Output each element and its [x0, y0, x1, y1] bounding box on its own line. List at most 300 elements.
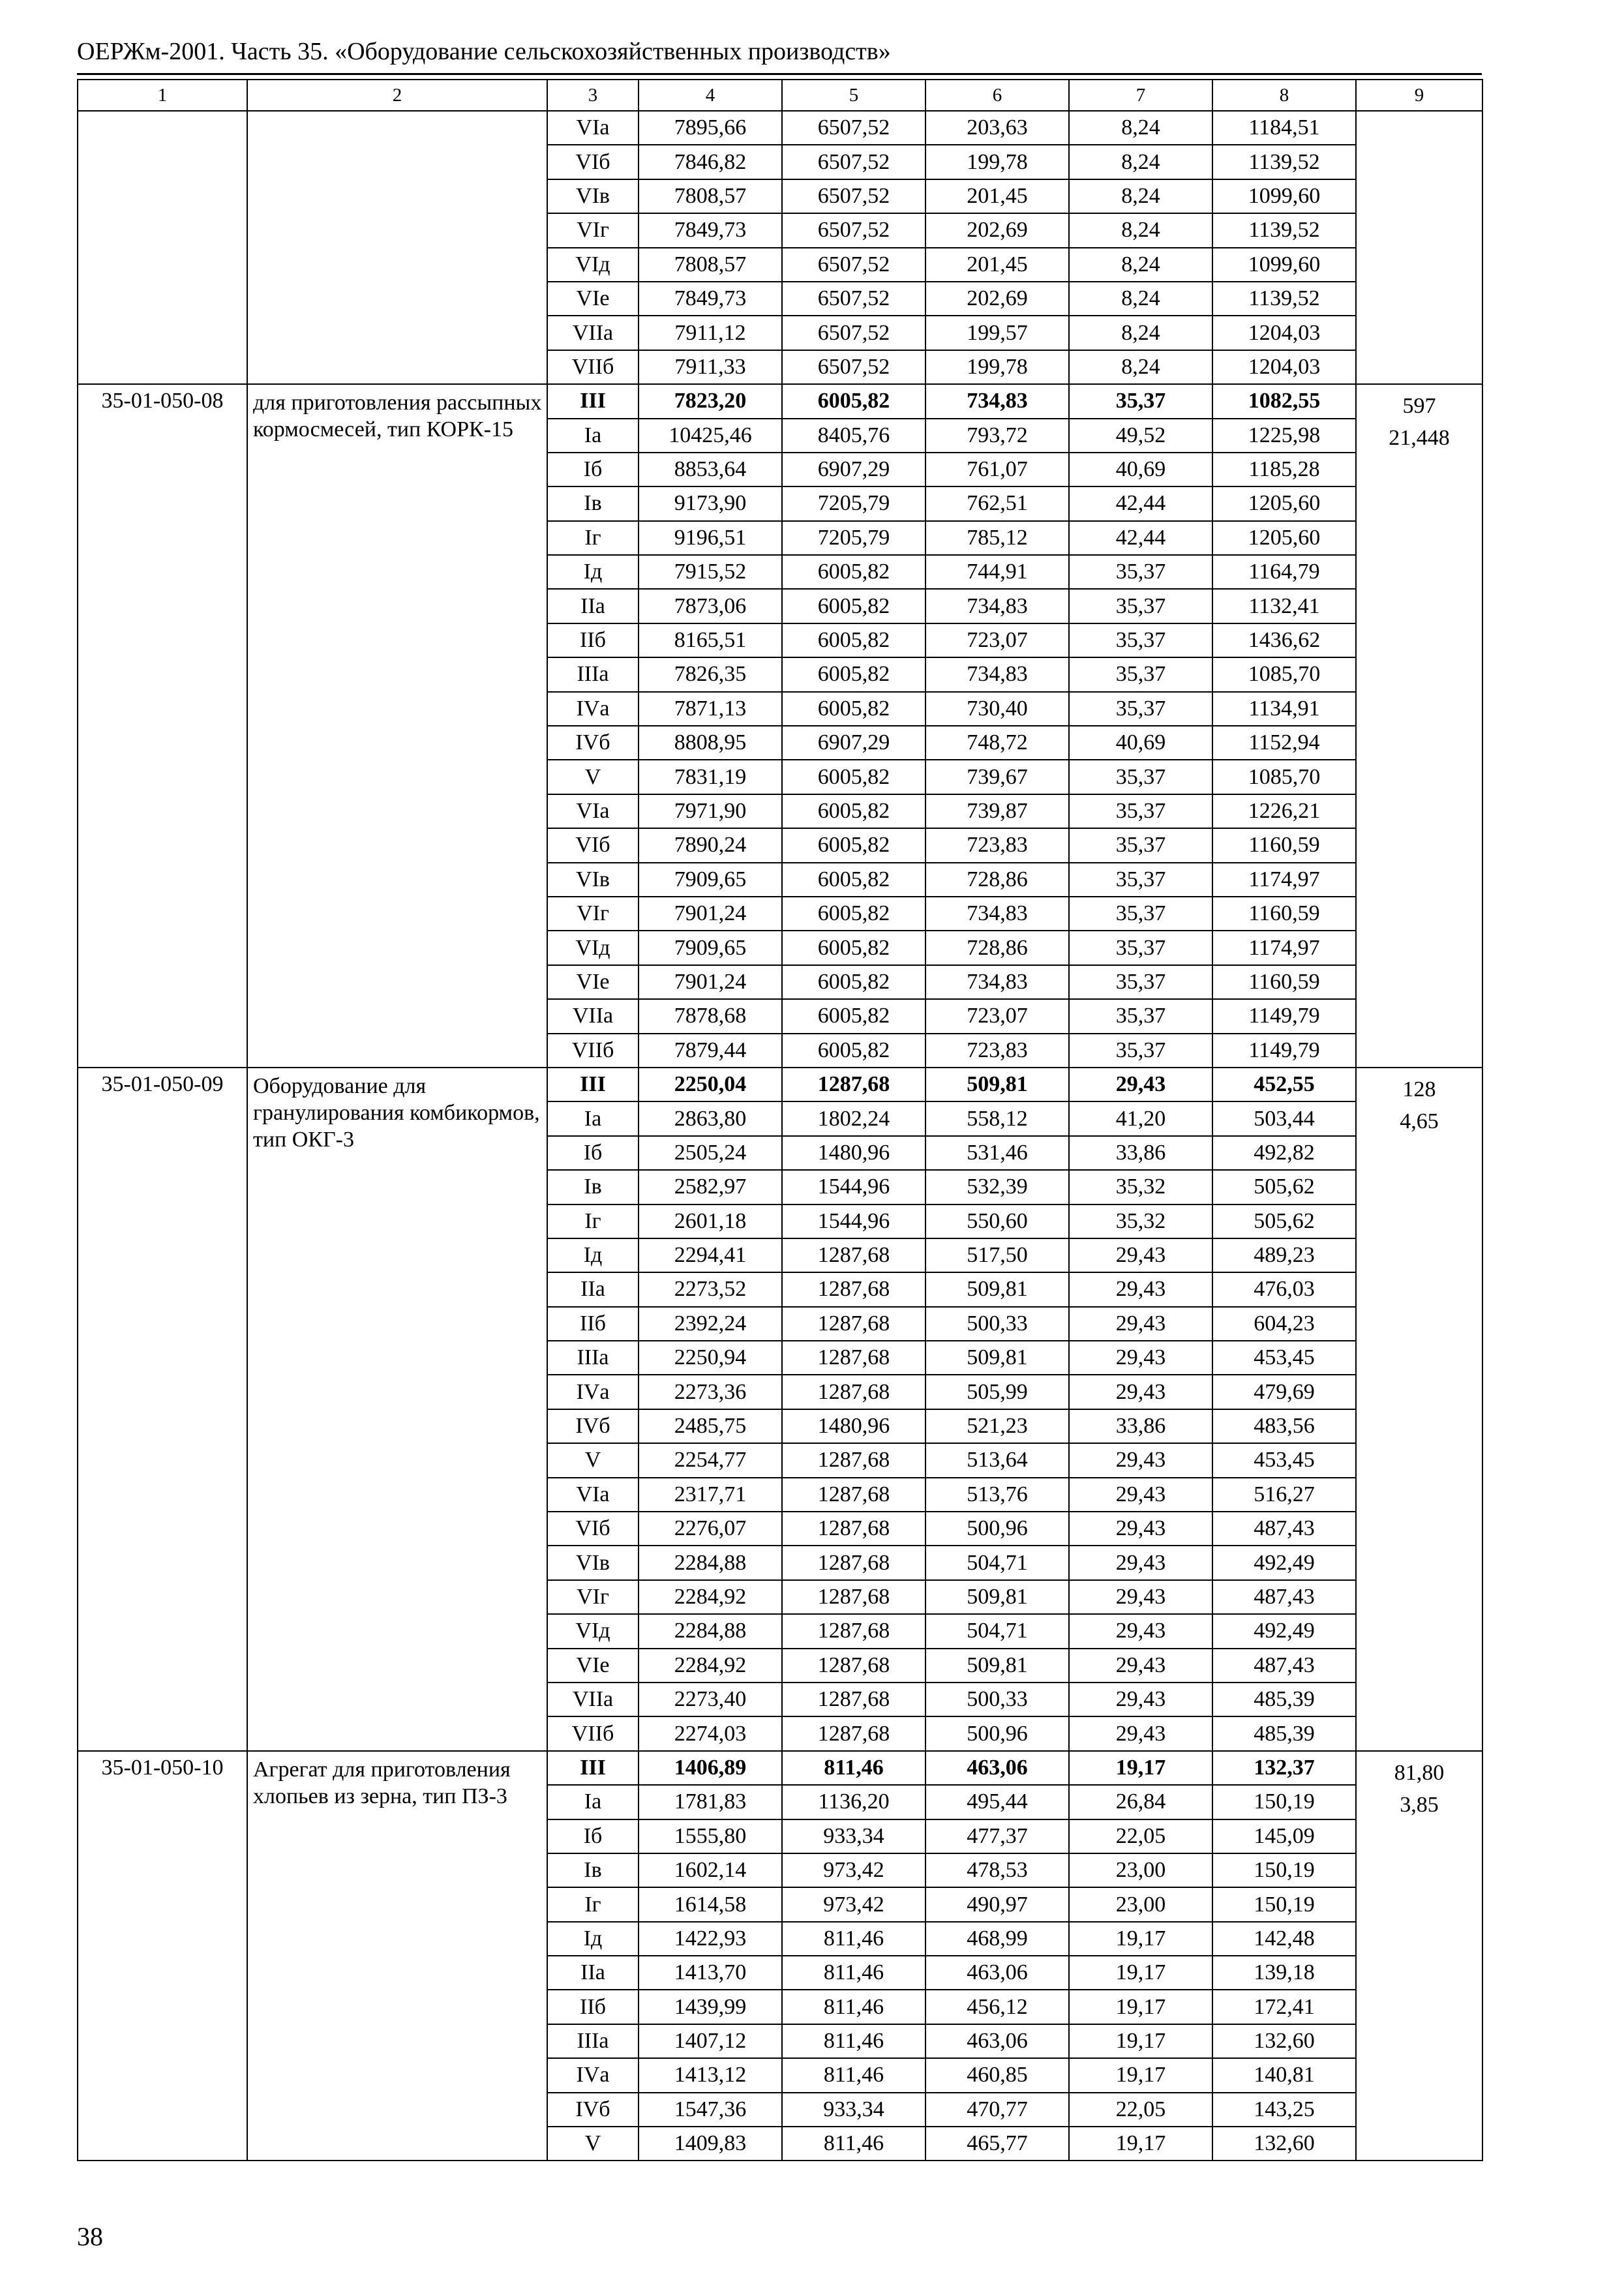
value-cell-col5: 933,34 — [782, 1819, 925, 1853]
value-cell-col5: 1287,68 — [782, 1546, 925, 1579]
value-cell-col6: 513,64 — [925, 1443, 1069, 1477]
value-cell-col5: 8405,76 — [782, 419, 925, 453]
value-cell-col6: 199,78 — [925, 350, 1069, 384]
value-cell-col6: 723,83 — [925, 1034, 1069, 1068]
value-cell-col6: 500,33 — [925, 1683, 1069, 1716]
value-cell-col4: 2273,52 — [639, 1272, 782, 1306]
value-cell-col5: 6907,29 — [782, 453, 925, 486]
category-cell: VIе — [547, 1649, 639, 1683]
value-cell-col7: 29,43 — [1069, 1375, 1212, 1409]
category-cell: Iа — [547, 1785, 639, 1819]
category-cell: IIа — [547, 589, 639, 623]
category-cell: IIб — [547, 623, 639, 657]
value-cell-col6: 203,63 — [925, 111, 1069, 145]
value-cell-col7: 33,86 — [1069, 1136, 1212, 1170]
item-code: 35-01-050-10 — [78, 1751, 247, 2161]
value-cell-col7: 29,43 — [1069, 1307, 1212, 1341]
page-header: ОЕРЖм-2001. Часть 35. «Оборудование сельскохозяйственных производств» — [77, 38, 891, 65]
value-cell-col6: 199,78 — [925, 145, 1069, 179]
value-cell-col8: 1226,21 — [1212, 794, 1356, 828]
value-cell-col8: 453,45 — [1212, 1443, 1356, 1477]
value-cell-col8: 150,19 — [1212, 1887, 1356, 1921]
value-cell-col5: 6907,29 — [782, 726, 925, 760]
value-cell-col8: 150,19 — [1212, 1785, 1356, 1819]
value-cell-col7: 35,37 — [1069, 1034, 1212, 1068]
value-cell-col7: 33,86 — [1069, 1409, 1212, 1443]
value-cell-col4: 1602,14 — [639, 1853, 782, 1887]
value-cell-col4: 10425,46 — [639, 419, 782, 453]
category-cell: IIа — [547, 1272, 639, 1306]
value-cell-col5: 6005,82 — [782, 931, 925, 965]
table-row-base — [78, 1068, 1482, 1101]
value-cell-col7: 35,37 — [1069, 623, 1212, 657]
value-cell-col4: 7871,13 — [639, 692, 782, 726]
value-cell-col4: 7879,44 — [639, 1034, 782, 1068]
value-cell-col6: 734,83 — [925, 589, 1069, 623]
value-cell-col5: 973,42 — [782, 1887, 925, 1921]
value-cell-col6: 509,81 — [925, 1341, 1069, 1375]
category-cell: Iа — [547, 419, 639, 453]
value-cell-col8: 1132,41 — [1212, 589, 1356, 623]
value-cell-col7: 41,20 — [1069, 1101, 1212, 1135]
value-cell-col6: 793,72 — [925, 419, 1069, 453]
value-cell-col6: 762,51 — [925, 486, 1069, 520]
value-cell-col5: 6005,82 — [782, 623, 925, 657]
category-cell: Iб — [547, 1136, 639, 1170]
value-cell-col8: 1149,79 — [1212, 999, 1356, 1033]
value-cell-col5: 1287,68 — [782, 1272, 925, 1306]
value-cell-col7: 29,43 — [1069, 1649, 1212, 1683]
value-cell-col7: 29,43 — [1069, 1716, 1212, 1750]
table-row — [78, 111, 1482, 145]
value-cell-col5: 933,34 — [782, 2093, 925, 2127]
value-cell-col7: 29,43 — [1069, 1238, 1212, 1272]
value-cell-col7: 8,24 — [1069, 350, 1212, 384]
value-cell-col7: 35,32 — [1069, 1204, 1212, 1238]
value-cell-col6: 478,53 — [925, 1853, 1069, 1887]
value-cell-col4: 7895,66 — [639, 111, 782, 145]
column-number-5: 5 — [782, 80, 925, 111]
value-cell-col7: 35,37 — [1069, 794, 1212, 828]
col9-value: 81,80 — [1394, 1760, 1445, 1785]
category-cell: IIб — [547, 1307, 639, 1341]
category-cell: VIб — [547, 145, 639, 179]
column-number-3: 3 — [547, 80, 639, 111]
value-cell-col5: 1287,68 — [782, 1716, 925, 1750]
value-cell-col8: 1099,60 — [1212, 248, 1356, 282]
value-cell-col5: 1287,68 — [782, 1512, 925, 1546]
value-cell-col8: 132,60 — [1212, 2127, 1356, 2161]
value-cell-col6: 202,69 — [925, 282, 1069, 316]
value-cell-col5: 1287,68 — [782, 1443, 925, 1477]
value-cell-col4: 7823,20 — [639, 384, 782, 418]
value-cell-col6: 465,77 — [925, 2127, 1069, 2161]
value-cell-col5: 6005,82 — [782, 999, 925, 1033]
category-cell: III — [547, 1068, 639, 1101]
value-cell-col5: 1480,96 — [782, 1136, 925, 1170]
value-cell-col4: 7911,33 — [639, 350, 782, 384]
category-cell: Iв — [547, 486, 639, 520]
category-cell: VIIа — [547, 316, 639, 350]
value-cell-col4: 7831,19 — [639, 760, 782, 794]
value-cell-col5: 1287,68 — [782, 1307, 925, 1341]
value-cell-col4: 2284,92 — [639, 1649, 782, 1683]
category-cell: VIIб — [547, 350, 639, 384]
value-cell-col5: 811,46 — [782, 1956, 925, 1990]
category-cell: V — [547, 1443, 639, 1477]
category-cell: VIа — [547, 1478, 639, 1512]
category-cell: Iд — [547, 1922, 639, 1956]
value-cell-col7: 22,05 — [1069, 2093, 1212, 2127]
value-cell-col8: 1204,03 — [1212, 316, 1356, 350]
category-cell: Iд — [547, 1238, 639, 1272]
category-cell: VIб — [547, 828, 639, 862]
value-cell-col4: 2505,24 — [639, 1136, 782, 1170]
value-cell-col4: 2317,71 — [639, 1478, 782, 1512]
value-cell-col4: 2284,88 — [639, 1546, 782, 1579]
category-cell: VIв — [547, 863, 639, 897]
value-cell-col7: 26,84 — [1069, 1785, 1212, 1819]
value-cell-col7: 35,37 — [1069, 828, 1212, 862]
value-cell-col4: 1439,99 — [639, 1990, 782, 2024]
value-cell-col8: 1139,52 — [1212, 282, 1356, 316]
value-cell-col6: 201,45 — [925, 179, 1069, 213]
value-cell-col8: 1152,94 — [1212, 726, 1356, 760]
value-cell-col6: 739,87 — [925, 794, 1069, 828]
value-cell-col7: 23,00 — [1069, 1853, 1212, 1887]
value-cell-col4: 2273,40 — [639, 1683, 782, 1716]
value-cell-col4: 2294,41 — [639, 1238, 782, 1272]
value-cell-col4: 1547,36 — [639, 2093, 782, 2127]
value-cell-col5: 6507,52 — [782, 350, 925, 384]
value-cell-col4: 2250,04 — [639, 1068, 782, 1101]
value-cell-col6: 509,81 — [925, 1068, 1069, 1101]
value-cell-col5: 6005,82 — [782, 589, 925, 623]
value-cell-col8: 1160,59 — [1212, 965, 1356, 999]
value-cell-col8: 1082,55 — [1212, 384, 1356, 418]
value-cell-col7: 29,43 — [1069, 1683, 1212, 1716]
category-cell: VIб — [547, 1512, 639, 1546]
category-cell: Iг — [547, 1204, 639, 1238]
value-cell-col4: 7878,68 — [639, 999, 782, 1033]
value-cell-col7: 42,44 — [1069, 486, 1212, 520]
column-number-8: 8 — [1212, 80, 1356, 111]
value-cell-col4: 9196,51 — [639, 521, 782, 555]
value-cell-col6: 734,83 — [925, 897, 1069, 931]
value-cell-col5: 6507,52 — [782, 145, 925, 179]
value-cell-col8: 452,55 — [1212, 1068, 1356, 1101]
value-cell-col8: 485,39 — [1212, 1716, 1356, 1750]
value-cell-col8: 487,43 — [1212, 1649, 1356, 1683]
value-cell-col8: 1205,60 — [1212, 486, 1356, 520]
value-cell-col6: 500,33 — [925, 1307, 1069, 1341]
value-cell-col6: 785,12 — [925, 521, 1069, 555]
value-cell-col8: 516,27 — [1212, 1478, 1356, 1512]
category-cell: IVа — [547, 1375, 639, 1409]
value-cell-col6: 728,86 — [925, 931, 1069, 965]
value-cell-col8: 139,18 — [1212, 1956, 1356, 1990]
value-cell-col6: 517,50 — [925, 1238, 1069, 1272]
value-cell-col7: 35,37 — [1069, 760, 1212, 794]
value-cell-col7: 35,32 — [1069, 1170, 1212, 1204]
value-cell-col4: 9173,90 — [639, 486, 782, 520]
value-cell-col6: 521,23 — [925, 1409, 1069, 1443]
value-cell-col8: 1139,52 — [1212, 213, 1356, 247]
value-cell-col7: 19,17 — [1069, 1922, 1212, 1956]
value-cell-col6: 456,12 — [925, 1990, 1069, 2024]
value-cell-col7: 29,43 — [1069, 1614, 1212, 1648]
value-cell-col4: 7901,24 — [639, 897, 782, 931]
category-cell: VIг — [547, 1580, 639, 1614]
value-cell-col7: 40,69 — [1069, 726, 1212, 760]
value-cell-col4: 2274,03 — [639, 1716, 782, 1750]
value-cell-col4: 8165,51 — [639, 623, 782, 657]
category-cell: Iв — [547, 1853, 639, 1887]
value-cell-col6: 531,46 — [925, 1136, 1069, 1170]
value-cell-col7: 29,43 — [1069, 1512, 1212, 1546]
category-cell: Iд — [547, 555, 639, 589]
value-cell-col8: 1436,62 — [1212, 623, 1356, 657]
col9-cell — [1356, 384, 1482, 1068]
value-cell-col5: 6005,82 — [782, 863, 925, 897]
value-cell-col7: 35,37 — [1069, 965, 1212, 999]
value-cell-col8: 145,09 — [1212, 1819, 1356, 1853]
value-cell-col5: 6507,52 — [782, 111, 925, 145]
value-cell-col4: 1614,58 — [639, 1887, 782, 1921]
value-cell-col7: 8,24 — [1069, 111, 1212, 145]
value-cell-col8: 487,43 — [1212, 1512, 1356, 1546]
value-cell-col7: 23,00 — [1069, 1887, 1212, 1921]
category-cell: III — [547, 1751, 639, 1785]
value-cell-col5: 973,42 — [782, 1853, 925, 1887]
category-cell: III — [547, 384, 639, 418]
value-cell-col4: 1413,12 — [639, 2058, 782, 2092]
value-cell-col7: 19,17 — [1069, 2127, 1212, 2161]
value-cell-col6: 500,96 — [925, 1512, 1069, 1546]
column-number-7: 7 — [1069, 80, 1212, 111]
value-cell-col5: 1287,68 — [782, 1238, 925, 1272]
value-cell-col8: 505,62 — [1212, 1170, 1356, 1204]
value-cell-col4: 2250,94 — [639, 1341, 782, 1375]
item-description: Оборудование для гранулирования комбикормов, тип ОКГ-3 — [247, 1068, 547, 1751]
value-cell-col4: 7808,57 — [639, 248, 782, 282]
value-cell-col7: 29,43 — [1069, 1341, 1212, 1375]
col9-value: 128 — [1402, 1077, 1436, 1101]
value-cell-col4: 2863,80 — [639, 1101, 782, 1135]
value-cell-col6: 513,76 — [925, 1478, 1069, 1512]
value-cell-col4: 1422,93 — [639, 1922, 782, 1956]
value-cell-col5: 1287,68 — [782, 1683, 925, 1716]
category-cell: Iв — [547, 1170, 639, 1204]
column-number-row — [78, 80, 1482, 111]
value-cell-col5: 6507,52 — [782, 316, 925, 350]
category-cell: IIб — [547, 1990, 639, 2024]
item-code: 35-01-050-09 — [78, 1068, 247, 1751]
value-cell-col8: 489,23 — [1212, 1238, 1356, 1272]
value-cell-col8: 172,41 — [1212, 1990, 1356, 2024]
value-cell-col7: 35,37 — [1069, 863, 1212, 897]
value-cell-col8: 1184,51 — [1212, 111, 1356, 145]
value-cell-col6: 550,60 — [925, 1204, 1069, 1238]
value-cell-col5: 811,46 — [782, 2058, 925, 2092]
value-cell-col6: 505,99 — [925, 1375, 1069, 1409]
value-cell-col5: 6005,82 — [782, 965, 925, 999]
category-cell: IIа — [547, 1956, 639, 1990]
value-cell-col6: 500,96 — [925, 1716, 1069, 1750]
value-cell-col7: 8,24 — [1069, 145, 1212, 179]
value-cell-col6: 723,07 — [925, 623, 1069, 657]
value-cell-col4: 7890,24 — [639, 828, 782, 862]
value-cell-col6: 739,67 — [925, 760, 1069, 794]
value-cell-col5: 6005,82 — [782, 555, 925, 589]
value-cell-col8: 479,69 — [1212, 1375, 1356, 1409]
value-cell-col5: 1480,96 — [782, 1409, 925, 1443]
value-cell-col5: 1287,68 — [782, 1580, 925, 1614]
value-cell-col6: 199,57 — [925, 316, 1069, 350]
value-cell-col4: 1407,12 — [639, 2024, 782, 2058]
value-cell-col7: 40,69 — [1069, 453, 1212, 486]
value-cell-col7: 19,17 — [1069, 1956, 1212, 1990]
value-cell-col5: 6507,52 — [782, 179, 925, 213]
category-cell: VIг — [547, 213, 639, 247]
value-cell-col6: 730,40 — [925, 692, 1069, 726]
value-cell-col6: 532,39 — [925, 1170, 1069, 1204]
value-cell-col7: 42,44 — [1069, 521, 1212, 555]
value-cell-col7: 35,37 — [1069, 931, 1212, 965]
value-cell-col4: 2273,36 — [639, 1375, 782, 1409]
category-cell: V — [547, 760, 639, 794]
value-cell-col8: 1174,97 — [1212, 931, 1356, 965]
category-cell: IVа — [547, 692, 639, 726]
value-cell-col5: 811,46 — [782, 1990, 925, 2024]
col9-value: 597 — [1402, 394, 1436, 419]
value-cell-col8: 492,82 — [1212, 1136, 1356, 1170]
category-cell: VIа — [547, 111, 639, 145]
category-cell: VIIб — [547, 1716, 639, 1750]
value-cell-col6: 509,81 — [925, 1649, 1069, 1683]
value-cell-col6: 201,45 — [925, 248, 1069, 282]
category-cell: VIе — [547, 282, 639, 316]
value-cell-col7: 35,37 — [1069, 384, 1212, 418]
value-cell-col7: 22,05 — [1069, 1819, 1212, 1853]
value-cell-col6: 504,71 — [925, 1614, 1069, 1648]
value-cell-col6: 723,83 — [925, 828, 1069, 862]
value-cell-col5: 1287,68 — [782, 1614, 925, 1648]
value-cell-col4: 1413,70 — [639, 1956, 782, 1990]
category-cell: VIа — [547, 794, 639, 828]
value-cell-col4: 2392,24 — [639, 1307, 782, 1341]
value-cell-col8: 485,39 — [1212, 1683, 1356, 1716]
value-cell-col8: 1099,60 — [1212, 179, 1356, 213]
value-cell-col4: 7849,73 — [639, 213, 782, 247]
value-cell-col7: 19,17 — [1069, 2058, 1212, 2092]
table-row-base — [78, 384, 1482, 418]
value-cell-col8: 1134,91 — [1212, 692, 1356, 726]
value-cell-col4: 1409,83 — [639, 2127, 782, 2161]
value-cell-col5: 811,46 — [782, 1751, 925, 1785]
value-cell-col7: 29,43 — [1069, 1443, 1212, 1477]
category-cell: VIIб — [547, 1034, 639, 1068]
value-cell-col5: 6005,82 — [782, 657, 925, 691]
category-cell: V — [547, 2127, 639, 2161]
rates-table — [77, 79, 1483, 2161]
value-cell-col4: 2276,07 — [639, 1512, 782, 1546]
category-cell: VIд — [547, 931, 639, 965]
category-cell: Iг — [547, 521, 639, 555]
value-cell-col4: 7901,24 — [639, 965, 782, 999]
value-cell-col6: 761,07 — [925, 453, 1069, 486]
col9-value: 21,448 — [1389, 426, 1450, 451]
value-cell-col6: 495,44 — [925, 1785, 1069, 1819]
value-cell-col5: 1287,68 — [782, 1649, 925, 1683]
value-cell-col8: 132,37 — [1212, 1751, 1356, 1785]
category-cell: Iб — [547, 1819, 639, 1853]
value-cell-col4: 7915,52 — [639, 555, 782, 589]
value-cell-col5: 1287,68 — [782, 1478, 925, 1512]
category-cell: Iб — [547, 453, 639, 486]
value-cell-col5: 811,46 — [782, 2024, 925, 2058]
category-cell: VIд — [547, 248, 639, 282]
value-cell-col5: 6507,52 — [782, 248, 925, 282]
value-cell-col6: 477,37 — [925, 1819, 1069, 1853]
category-cell: IVб — [547, 2093, 639, 2127]
page-number: 38 — [77, 2222, 103, 2251]
category-cell: VIв — [547, 1546, 639, 1579]
value-cell-col4: 8853,64 — [639, 453, 782, 486]
category-cell: Iг — [547, 1887, 639, 1921]
code-cell — [78, 111, 247, 384]
value-cell-col6: 723,07 — [925, 999, 1069, 1033]
category-cell: IVб — [547, 1409, 639, 1443]
item-code: 35-01-050-08 — [78, 384, 247, 1068]
value-cell-col8: 1085,70 — [1212, 760, 1356, 794]
value-cell-col4: 2582,97 — [639, 1170, 782, 1204]
value-cell-col6: 463,06 — [925, 1751, 1069, 1785]
value-cell-col5: 6005,82 — [782, 897, 925, 931]
value-cell-col5: 6005,82 — [782, 1034, 925, 1068]
value-cell-col8: 492,49 — [1212, 1546, 1356, 1579]
value-cell-col8: 140,81 — [1212, 2058, 1356, 2092]
value-cell-col8: 1160,59 — [1212, 897, 1356, 931]
value-cell-col6: 558,12 — [925, 1101, 1069, 1135]
value-cell-col4: 7849,73 — [639, 282, 782, 316]
value-cell-col7: 8,24 — [1069, 213, 1212, 247]
value-cell-col5: 1544,96 — [782, 1204, 925, 1238]
value-cell-col8: 1085,70 — [1212, 657, 1356, 691]
value-cell-col6: 728,86 — [925, 863, 1069, 897]
value-cell-col7: 8,24 — [1069, 316, 1212, 350]
value-cell-col4: 7909,65 — [639, 863, 782, 897]
value-cell-col6: 504,71 — [925, 1546, 1069, 1579]
value-cell-col8: 483,56 — [1212, 1409, 1356, 1443]
value-cell-col6: 509,81 — [925, 1272, 1069, 1306]
value-cell-col5: 1136,20 — [782, 1785, 925, 1819]
value-cell-col7: 35,37 — [1069, 589, 1212, 623]
item-description: для приготовления рассыпных кормосмесей, тип КОРК-15 — [247, 384, 547, 1068]
value-cell-col6: 734,83 — [925, 657, 1069, 691]
column-number-9: 9 — [1356, 80, 1482, 111]
value-cell-col8: 1205,60 — [1212, 521, 1356, 555]
value-cell-col4: 2601,18 — [639, 1204, 782, 1238]
value-cell-col6: 490,97 — [925, 1887, 1069, 1921]
value-cell-col6: 463,06 — [925, 2024, 1069, 2058]
value-cell-col8: 487,43 — [1212, 1580, 1356, 1614]
column-number-4: 4 — [639, 80, 782, 111]
category-cell: VIг — [547, 897, 639, 931]
value-cell-col7: 19,17 — [1069, 1990, 1212, 2024]
value-cell-col6: 202,69 — [925, 213, 1069, 247]
value-cell-col4: 1555,80 — [639, 1819, 782, 1853]
